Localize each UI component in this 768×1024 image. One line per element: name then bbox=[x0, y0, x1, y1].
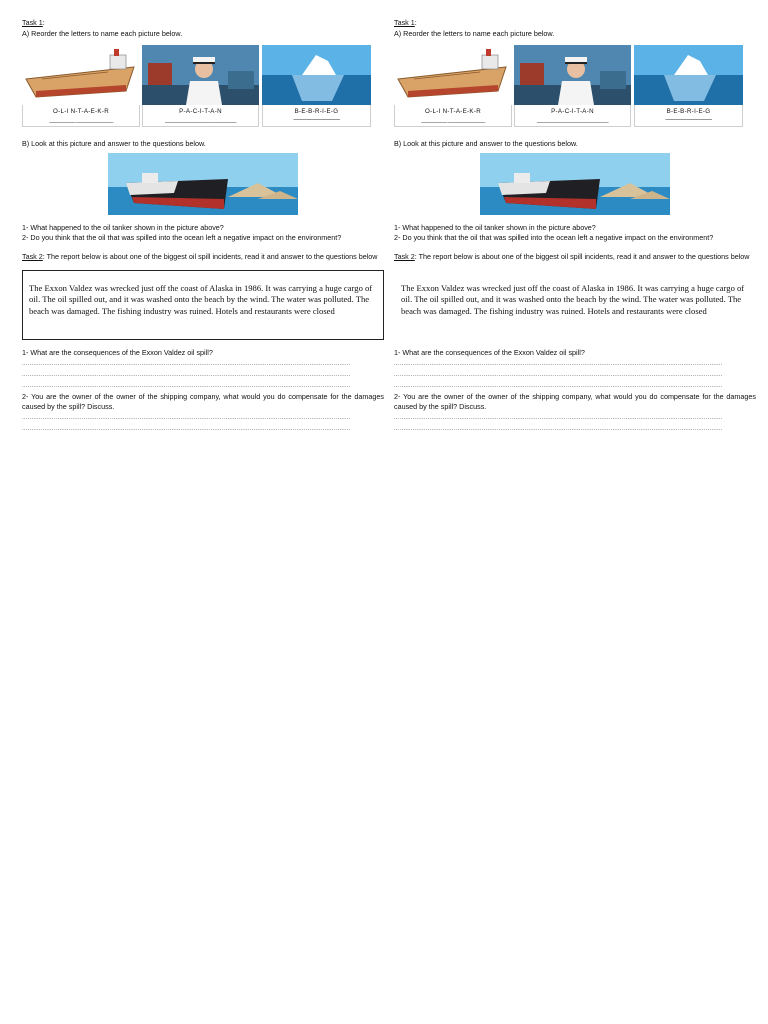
report-box bbox=[394, 270, 756, 340]
answer-line[interactable]: ................................................................................................................................................................................ bbox=[22, 425, 351, 432]
scrambled-letters: B-E-B-R-I-E-G bbox=[666, 108, 711, 115]
task1-heading: Task 1: bbox=[394, 18, 417, 27]
scrambled-letters: B-E-B-R-I-E-G bbox=[294, 108, 339, 115]
picture-row bbox=[394, 45, 756, 127]
captain-picture bbox=[514, 45, 631, 105]
oil-tanker-picture bbox=[22, 45, 140, 105]
caption-box bbox=[142, 105, 259, 127]
caption-box bbox=[22, 105, 140, 127]
oil-tanker-picture bbox=[394, 45, 512, 105]
caption-box bbox=[394, 105, 512, 127]
report-text: The Exxon Valdez was wrecked just off the coast of Alaska in 1986. It was carrying a huge cargo of oil. The oil spilled out, and it was washed onto the beach by the wind. The water was polluted. The beach was damaged. The fishing industry was ruined. Hotels and restaurants were closed bbox=[401, 283, 745, 316]
captain-picture bbox=[142, 45, 259, 105]
task1-question-1: 1- What happened to the oil tanker shown in the picture above? bbox=[22, 222, 224, 232]
worksheet-left bbox=[22, 18, 384, 435]
scrambled-letters: O-L-I N-T-A-E-K-R bbox=[425, 108, 481, 115]
task1-question-2: 2- Do you think that the oil that was spilled into the ocean left a negative impact on the environment? bbox=[394, 233, 714, 242]
task1-question-2: 2- Do you think that the oil that was spilled into the ocean left a negative impact on the environment? bbox=[22, 233, 342, 242]
task2-heading: Task 2: The report below is about one of the biggest oil spill incidents, read it and answer to the questions below bbox=[22, 251, 378, 261]
worksheet-right bbox=[394, 18, 756, 435]
answer-line[interactable]: ................................................................................................................................................................................ bbox=[22, 360, 351, 367]
answer-line[interactable]: ................................................................................................................................................................................ bbox=[394, 360, 723, 367]
task1-instruction-b: B) Look at this picture and answer to the questions below. bbox=[394, 139, 578, 148]
iceberg-picture bbox=[262, 45, 371, 105]
answer-line[interactable]: ................................................................................................................................................................................ bbox=[394, 425, 723, 432]
task1-instruction-b: B) Look at this picture and answer to the questions below. bbox=[22, 139, 206, 148]
caption-box bbox=[514, 105, 631, 127]
report-box bbox=[22, 270, 384, 340]
task2-question-2: 2- You are the owner of the owner of the shipping company, what would you do compensate for the damages caused by the spill? Discuss. bbox=[22, 391, 384, 411]
scrambled-letters: O-L-I N-T-A-E-K-R bbox=[53, 108, 109, 115]
task2-question-2: 2- You are the owner of the owner of the shipping company, what would you do compensate for the damages caused by the spill? Discuss. bbox=[394, 391, 756, 411]
task2-question-1: 1- What are the consequences of the Exxon Valdez oil spill? bbox=[394, 348, 585, 357]
answer-line[interactable]: ................................................................................................................................................................................ bbox=[22, 371, 351, 378]
sinking-tanker-picture bbox=[480, 153, 670, 215]
answer-line[interactable]: ................................................................................................................................................................................ bbox=[394, 382, 723, 389]
iceberg-picture bbox=[634, 45, 743, 105]
task1-heading: Task 1: bbox=[22, 18, 45, 27]
scrambled-letters: P-A-C-I-T-A-N bbox=[179, 108, 222, 115]
answer-blank[interactable]: _________ _____________ bbox=[49, 117, 113, 123]
answer-blank[interactable]: _________ _____________ bbox=[421, 117, 485, 123]
answer-line[interactable]: ................................................................................................................................................................................ bbox=[22, 414, 351, 421]
task2-heading: Task 2: The report below is about one of the biggest oil spill incidents, read it and answer to the questions below bbox=[394, 251, 750, 261]
answer-line[interactable]: ................................................................................................................................................................................ bbox=[22, 382, 351, 389]
caption-box bbox=[634, 105, 743, 127]
answer-blank[interactable]: ------------------------------- bbox=[665, 117, 712, 123]
picture-row bbox=[22, 45, 384, 127]
report-text: The Exxon Valdez was wrecked just off the coast of Alaska in 1986. It was carrying a huge cargo of oil. The oil spilled out, and it was washed onto the beach by the wind. The water was polluted. The beach was damaged. The fishing industry was ruined. Hotels and restaurants were closed bbox=[29, 283, 373, 316]
task1-instruction-a: A) Reorder the letters to name each picture below. bbox=[394, 28, 555, 38]
task2-question-1: 1- What are the consequences of the Exxon Valdez oil spill? bbox=[22, 348, 213, 357]
answer-line[interactable]: ................................................................................................................................................................................ bbox=[394, 414, 723, 421]
answer-line[interactable]: ................................................................................................................................................................................ bbox=[394, 371, 723, 378]
answer-blank[interactable]: ------------------------------- bbox=[293, 117, 340, 123]
task1-instruction-a: A) Reorder the letters to name each picture below. bbox=[22, 28, 183, 38]
task1-question-1: 1- What happened to the oil tanker shown in the picture above? bbox=[394, 222, 596, 232]
sinking-tanker-picture bbox=[108, 153, 298, 215]
caption-box bbox=[262, 105, 371, 127]
answer-blank[interactable]: _________________________ bbox=[537, 117, 608, 123]
answer-blank[interactable]: _________________________ bbox=[165, 117, 236, 123]
scrambled-letters: P-A-C-I-T-A-N bbox=[551, 108, 594, 115]
